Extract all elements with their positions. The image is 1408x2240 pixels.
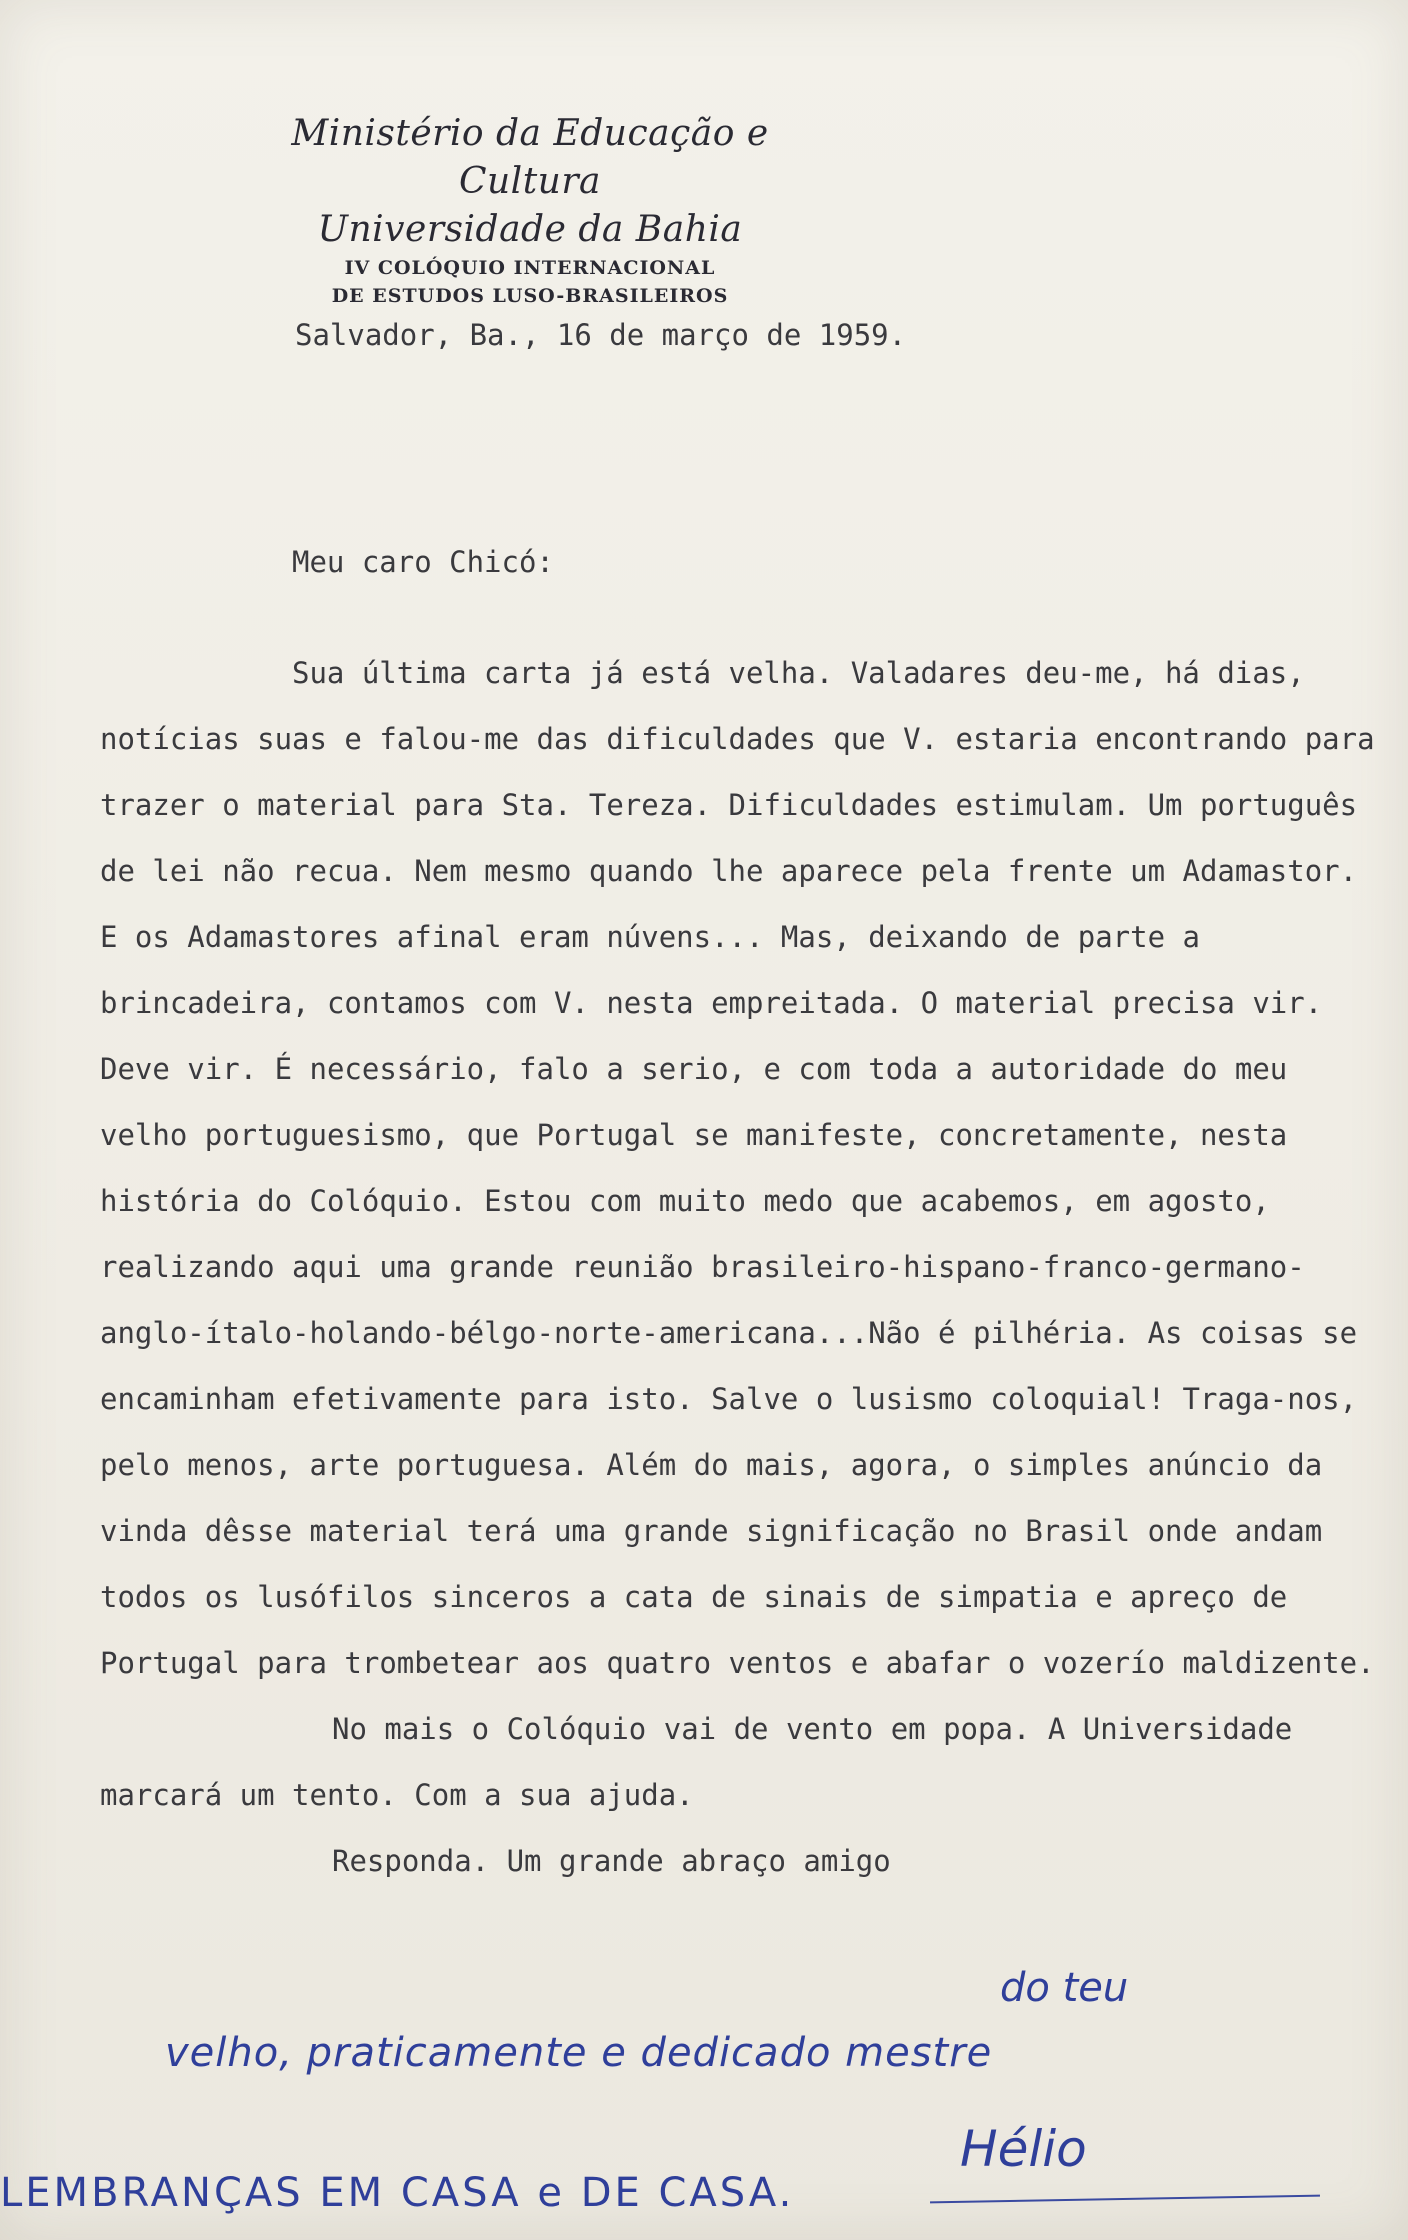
event-title-line1: IV COLÓQUIO INTERNACIONAL [344,257,716,279]
handwritten-closing-2: velho, praticamente e dedicado mestre [165,2030,993,2076]
paragraph-coloquio: No mais o Colóquio vai de vento em popa. A Universidade marcará um tento. Com a sua ajuda. [100,1712,1293,1812]
letterhead [250,110,810,310]
signature-underline [930,2195,1320,2204]
closing-typed: Responda. Um grande abraço amigo [332,1844,891,1878]
paragraph-main: Sua última carta já está velha. Valadares deu-me, há dias, notícias suas e falou-me das dificuldades que V. estaria encontrando para trazer o material para Sta. Tereza. Dificuldades estimulam. Um português de lei não recua. Nem mesmo quando lhe aparece pela frente um Adamastor. E os Adamastores afinal eram núvens... Mas, deixando de parte a brincadeira, contamos com V. nesta empreitada. O material precisa vir. Deve vir. É necessário, falo a serio, e com toda a autoridade do meu velho portuguesismo, que Portugal se manifeste, concretamente, nesta história do Colóquio. Estou com muito medo que acabemos, em agosto, realizando aqui uma grande reunião brasileiro-hispano-franco-germano-anglo-ítalo-holando-bélgo-norte-americana...Não é pilhéria. As coisas se encaminham efetivamente para isto. Salve o lusismo coloquial! Traga-nos, pelo menos, arte portuguesa. Além do mais, agora, o simples anúncio da vinda dêsse material terá uma grande significação no Brasil onde andam todos os lusófilos sinceros a cata de sinais de simpatia e apreço de Portugal para trombetear aos quatro ventos e abafar o vozerío maldizente. [100,656,1375,1680]
signature: Hélio [960,2120,1087,2178]
handwritten-closing-1: do teu [1000,1965,1129,2011]
event-title-line2: DE ESTUDOS LUSO-BRASILEIROS [331,285,729,307]
dateline: Salvador, Ba., 16 de março de 1959. [295,318,907,352]
university-name: Universidade da Bahia [317,209,743,250]
paragraph-closing [100,1828,1390,1894]
handwritten-footer-note: LEMBRANÇAS EM CASA e DE CASA. [0,2170,795,2216]
salutation: Meu caro Chicó: [292,545,554,579]
ministry-name: Ministério da Educação e Cultura [291,113,769,202]
letter-body [100,640,1390,1894]
